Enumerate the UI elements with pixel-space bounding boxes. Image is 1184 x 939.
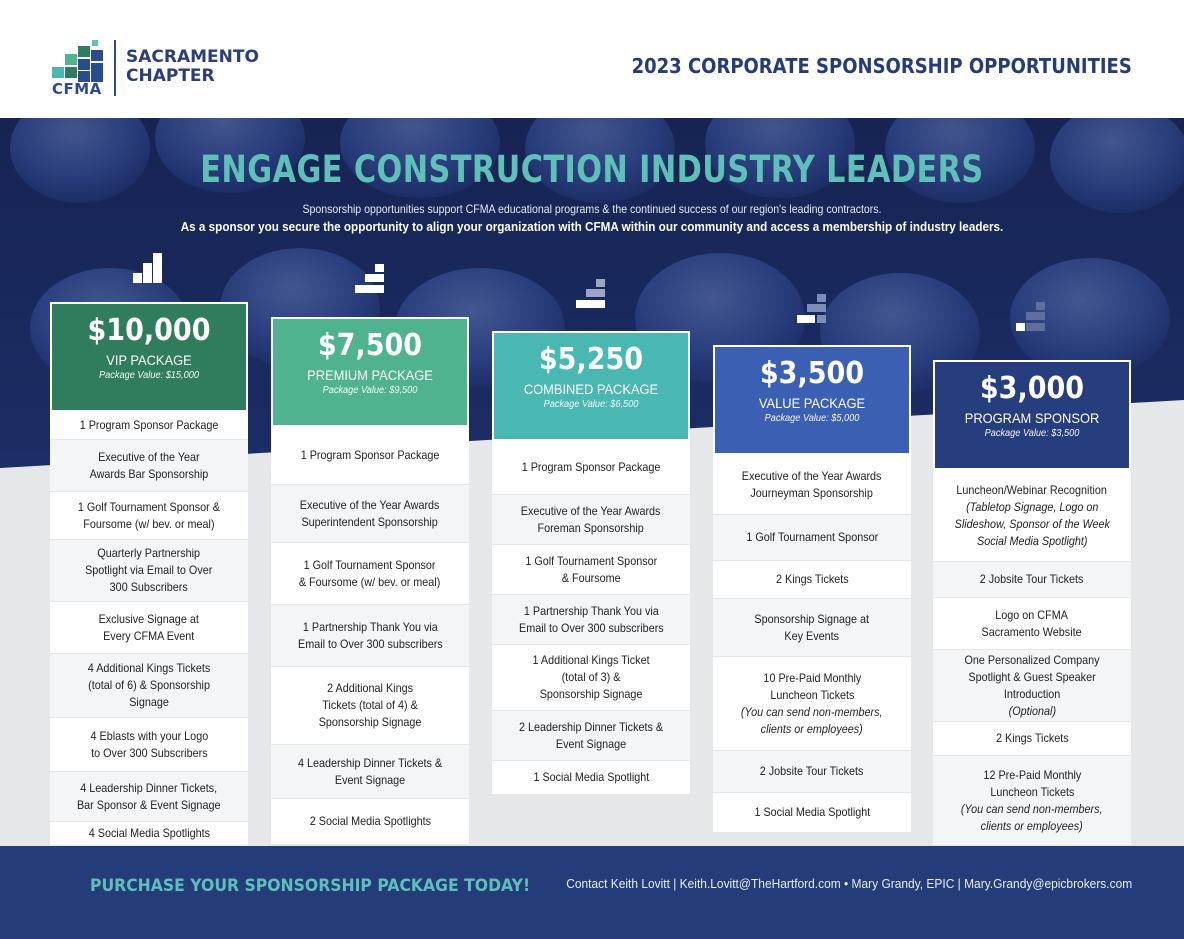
benefit-item: Quarterly Partnership Spotlight via Email to Over 300 Subscribers: [50, 540, 248, 602]
package-price: $7,500: [317, 328, 423, 363]
logo-divider: [114, 40, 116, 96]
package-benefits-list: [713, 455, 911, 833]
benefit-item: Executive of the Year Awards Foreman Sponsorship: [492, 495, 690, 545]
hero-subtitle-bold: As a sponsor you secure the opportunity to align your organization with CFMA within our community and access a membership of industry leaders.: [180, 219, 1004, 234]
benefit-item: 4 Leadership Dinner Tickets & Event Signage: [271, 745, 469, 799]
package-price: $10,000: [87, 313, 211, 348]
package-benefits-list: [933, 470, 1131, 846]
package-benefits-list: [492, 441, 690, 795]
package-name: PREMIUM PACKAGE: [307, 367, 433, 383]
tier-bars-icon-premium: [355, 264, 385, 294]
package-benefits-list: [271, 427, 469, 845]
benefit-item: 1 Program Sponsor Package: [271, 427, 469, 485]
hero-title: ENGAGE CONSTRUCTION INDUSTRY LEADERS: [200, 148, 984, 191]
purchase-cta: PURCHASE YOUR SPONSORSHIP PACKAGE TODAY!: [90, 876, 531, 896]
benefit-item: Executive of the Year Awards Bar Sponsorship: [50, 440, 248, 492]
benefit-item: 4 Social Media Spotlights: [50, 822, 248, 846]
package-value: Package Value: $3,500: [984, 428, 1080, 439]
package-name: VALUE PACKAGE: [758, 395, 866, 411]
page-footer: [0, 846, 1184, 939]
benefit-item: 1 Social Media Spotlight: [492, 761, 690, 795]
benefit-item: 1 Program Sponsor Package: [492, 441, 690, 495]
package-name: VIP PACKAGE: [106, 352, 192, 368]
package-value: Package Value: $5,000: [764, 413, 860, 424]
benefit-note: (Tabletop Signage, Logo on Slideshow, Sponsor of the Week Social Media Spotlight): [954, 499, 1110, 548]
package-value: Package Value: $9,500: [322, 385, 418, 396]
package-header: [271, 317, 469, 427]
benefit-item: 2 Kings Tickets: [713, 561, 911, 599]
package-card-vip: [50, 302, 248, 846]
benefit-item: 1 Partnership Thank You via Email to Over 300 subscribers: [271, 605, 469, 667]
benefit-item: 1 Golf Tournament Sponsor & Foursome (w/ bev. or meal): [50, 492, 248, 540]
benefit-item: 1 Additional Kings Ticket (total of 3) & Sponsorship Signage: [492, 645, 690, 711]
package-name: COMBINED PACKAGE: [523, 381, 659, 397]
benefit-item: 2 Jobsite Tour Tickets: [713, 751, 911, 793]
benefit-item: 1 Golf Tournament Sponsor: [713, 515, 911, 561]
benefit-item: 4 Leadership Dinner Tickets, Bar Sponsor & Event Signage: [50, 772, 248, 822]
package-header: [492, 331, 690, 441]
benefit-note: (You can send non-members, clients or employees): [741, 704, 883, 736]
contact-info: Contact Keith Lovitt | Keith.Lovitt@TheHartford.com • Mary Grandy, EPIC | Mary.Grandy@epicbrokers.com: [565, 876, 1132, 891]
hero-subtitle: Sponsorship opportunities support CFMA educational programs & the continued success of our region's leading contractors.: [302, 202, 882, 216]
package-price: $3,000: [979, 371, 1085, 406]
benefit-item: 2 Additional Kings Tickets (total of 4) & Sponsorship Signage: [271, 667, 469, 745]
benefit-item: 1 Golf Tournament Sponsor & Foursome: [492, 545, 690, 595]
benefit-item: 1 Social Media Spotlight: [713, 793, 911, 833]
package-card-combined: [492, 331, 690, 795]
cfma-logo: [52, 40, 272, 100]
benefit-item: Sponsorship Signage at Key Events: [713, 599, 911, 657]
page-header: [0, 0, 1184, 118]
package-card-premium: [271, 317, 469, 845]
benefit-item: Executive of the Year Awards Journeyman Sponsorship: [713, 455, 911, 515]
package-name: PROGRAM SPONSOR: [964, 410, 1100, 426]
benefit-item: 1 Program Sponsor Package: [50, 412, 248, 440]
tier-bars-icon-program: [1016, 302, 1046, 332]
page-title: 2023 CORPORATE SPONSORSHIP OPPORTUNITIES: [631, 54, 1132, 78]
package-header: [933, 360, 1131, 470]
benefit-item: Logo on CFMA Sacramento Website: [933, 598, 1131, 650]
tier-bars-icon-combined: [576, 279, 606, 309]
benefit-note: (You can send non-members, clients or employees): [961, 801, 1103, 833]
package-value: Package Value: $6,500: [543, 399, 639, 410]
package-price: $3,500: [759, 356, 865, 391]
benefit-item: 12 Pre-Paid Monthly Luncheon Tickets (You can send non-members, clients or employees): [933, 756, 1131, 846]
package-header: [50, 302, 248, 412]
benefit-item: 4 Additional Kings Tickets (total of 6) & Sponsorship Signage: [50, 654, 248, 718]
logo-chapter-name: SACRAMENTO CHAPTER: [126, 47, 259, 86]
benefit-item: 2 Leadership Dinner Tickets & Event Signage: [492, 711, 690, 761]
benefit-item: 4 Eblasts with your Logo to Over 300 Subscribers: [50, 718, 248, 772]
package-price: $5,250: [538, 342, 644, 377]
logo-cfma-text: CFMA: [52, 80, 102, 98]
benefit-item: 2 Social Media Spotlights: [271, 799, 469, 845]
benefit-item: 1 Partnership Thank You via Email to Over 300 subscribers: [492, 595, 690, 645]
benefit-item: 2 Kings Tickets: [933, 722, 1131, 756]
tier-bars-icon-vip: [133, 253, 163, 283]
benefit-note: (Optional): [1008, 703, 1056, 718]
benefit-item: Luncheon/Webinar Recognition (Tabletop Signage, Logo on Slideshow, Sponsor of the Week Social Media Spotlight): [933, 470, 1131, 562]
package-value: Package Value: $15,000: [99, 370, 199, 381]
benefit-item: 1 Golf Tournament Sponsor & Foursome (w/ bev. or meal): [271, 543, 469, 605]
benefit-item: Executive of the Year Awards Superintendent Sponsorship: [271, 485, 469, 543]
benefit-item: Exclusive Signage at Every CFMA Event: [50, 602, 248, 654]
benefit-item: 10 Pre-Paid Monthly Luncheon Tickets (You can send non-members, clients or employees): [713, 657, 911, 751]
package-card-value: [713, 345, 911, 833]
tier-bars-icon-value: [797, 294, 827, 324]
benefit-item: 2 Jobsite Tour Tickets: [933, 562, 1131, 598]
package-card-program: [933, 360, 1131, 846]
benefit-item: One Personalized Company Spotlight & Guest Speaker Introduction (Optional): [933, 650, 1131, 722]
package-header: [713, 345, 911, 455]
package-benefits-list: [50, 412, 248, 846]
